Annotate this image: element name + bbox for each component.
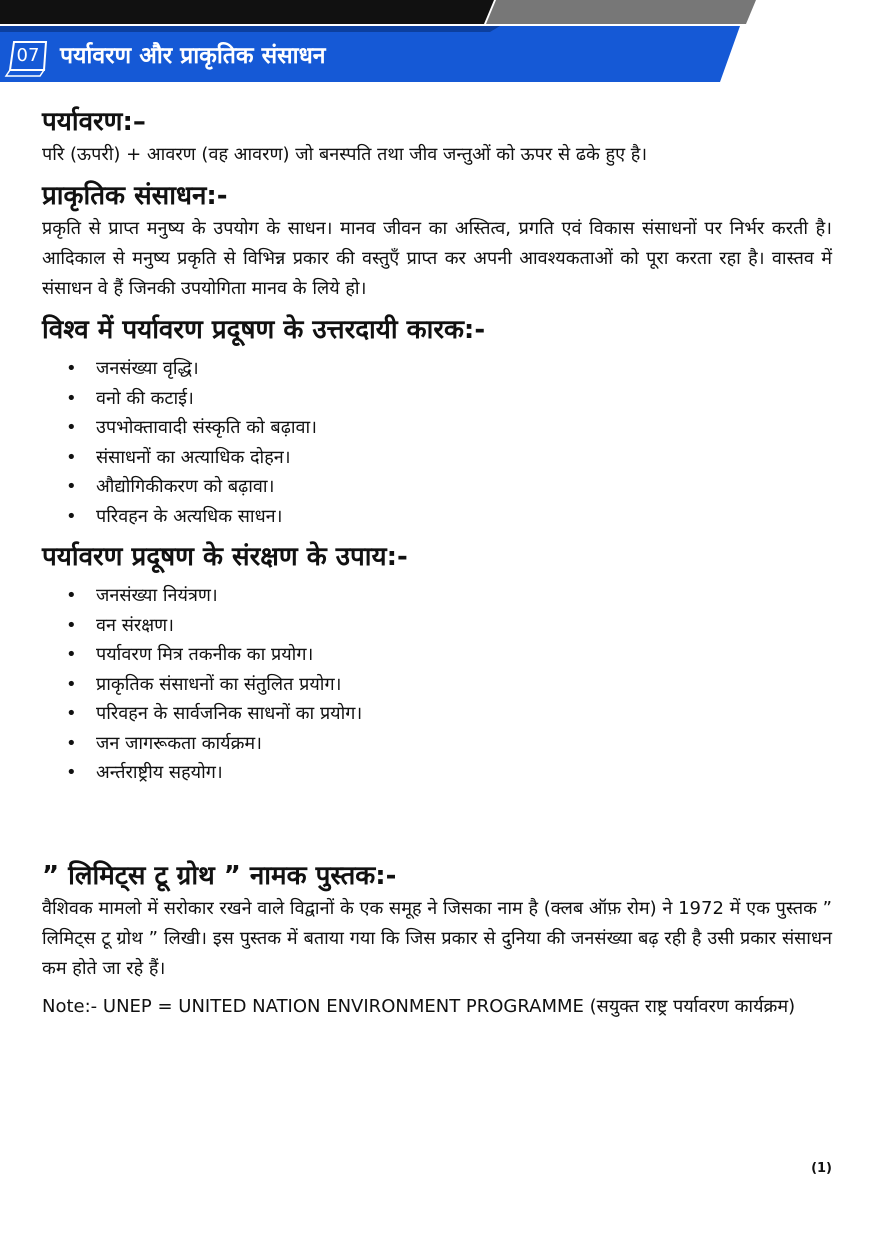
list-item: • परिवहन के अत्यधिक साधन। xyxy=(42,502,832,532)
list-item: • जन जागरूकता कार्यक्रम। xyxy=(42,729,832,759)
list-item: • जनसंख्या नियंत्रण। xyxy=(42,581,832,611)
list-item: • संसाधनों का अत्याधिक दोहन। xyxy=(42,443,832,473)
spacer xyxy=(42,796,832,858)
section-environment xyxy=(42,104,832,170)
causes-heading: विश्व में पर्यावरण प्रदूषण के उत्तरदायी कारक:- xyxy=(42,315,486,345)
chapter-banner xyxy=(0,0,884,84)
limits-heading: ” लिमिट्स टू ग्रोथ ” नामक पुस्तक:- xyxy=(42,860,397,891)
list-item: • उपभोक्तावादी संस्कृति को बढ़ावा। xyxy=(42,413,832,443)
section-natural-resources xyxy=(42,178,832,304)
chapter-title: पर्यावरण और प्राकृतिक संसाधन xyxy=(60,43,326,69)
list-item: • पर्यावरण मित्र तकनीक का प्रयोग। xyxy=(42,640,832,670)
list-item: • वन संरक्षण। xyxy=(42,611,832,641)
list-item: • अर्न्तराष्ट्रीय सहयोग। xyxy=(42,758,832,788)
section-paragraph: परि (ऊपरी) + आवरण (वह आवरण) जो बनस्पति तथा जीव जन्तुओं को ऊपर से ढके हुए है। xyxy=(42,144,648,165)
section-paragraph: प्रकृति से प्राप्त मनुष्य के उपयोग के साधन। मानव जीवन का अस्तित्व, प्रगति एवं विकास संसाधनों पर निर्भर करती है। आदिकाल से मनुष्य प्रकृति से विभिन्न प्रकार की वस्तुएँ प्राप्त कर अपनी आवश्यकताओं को पूरा करता रहा है। वास्तव में संसाधन वे हैं जिनकी उपयोगिता मानव के लिये हो। xyxy=(42,218,832,299)
page-number: (1) xyxy=(811,1161,832,1176)
list-item: • औद्योगिकीकरण को बढ़ावा। xyxy=(42,472,832,502)
limits-paragraph: वैशिवक मामलो में सरोकार रखने वाले विद्वानों के एक समूह ने जिसका नाम है (क्लब ऑफ़ रोम) ने 1972 में एक पुस्तक ” लिमिट्स टू ग्रोथ ” लिखी। इस पुस्तक में बताया गया कि जिस प्रकार से दुनिया की जनसंख्या बढ़ रही है उसी प्रकार संसाधन कम होते जा रहे हैं। xyxy=(42,897,832,979)
section-heading: प्राकृतिक संसाधन:- xyxy=(42,181,228,211)
chapter-number: 07 xyxy=(16,45,40,66)
list-item: • जनसंख्या वृद्धि। xyxy=(42,354,832,384)
note-text: Note:- UNEP = UNITED NATION ENVIRONMENT PROGRAMME (सयुक्त राष्ट्र पर्यावरण कार्यक्रम) xyxy=(42,995,796,1017)
list-item: • वनो की कटाई। xyxy=(42,384,832,414)
list-item: • प्राकृतिक संसाधनों का संतुलित प्रयोग। xyxy=(42,670,832,700)
page-content xyxy=(42,104,832,1022)
list-item: • परिवहन के सार्वजनिक साधनों का प्रयोग। xyxy=(42,699,832,729)
measures-list xyxy=(42,581,832,788)
measures-heading: पर्यावरण प्रदूषण के संरक्षण के उपाय:- xyxy=(42,542,408,572)
section-heading: पर्यावरण:– xyxy=(42,107,146,137)
causes-list xyxy=(42,354,832,531)
